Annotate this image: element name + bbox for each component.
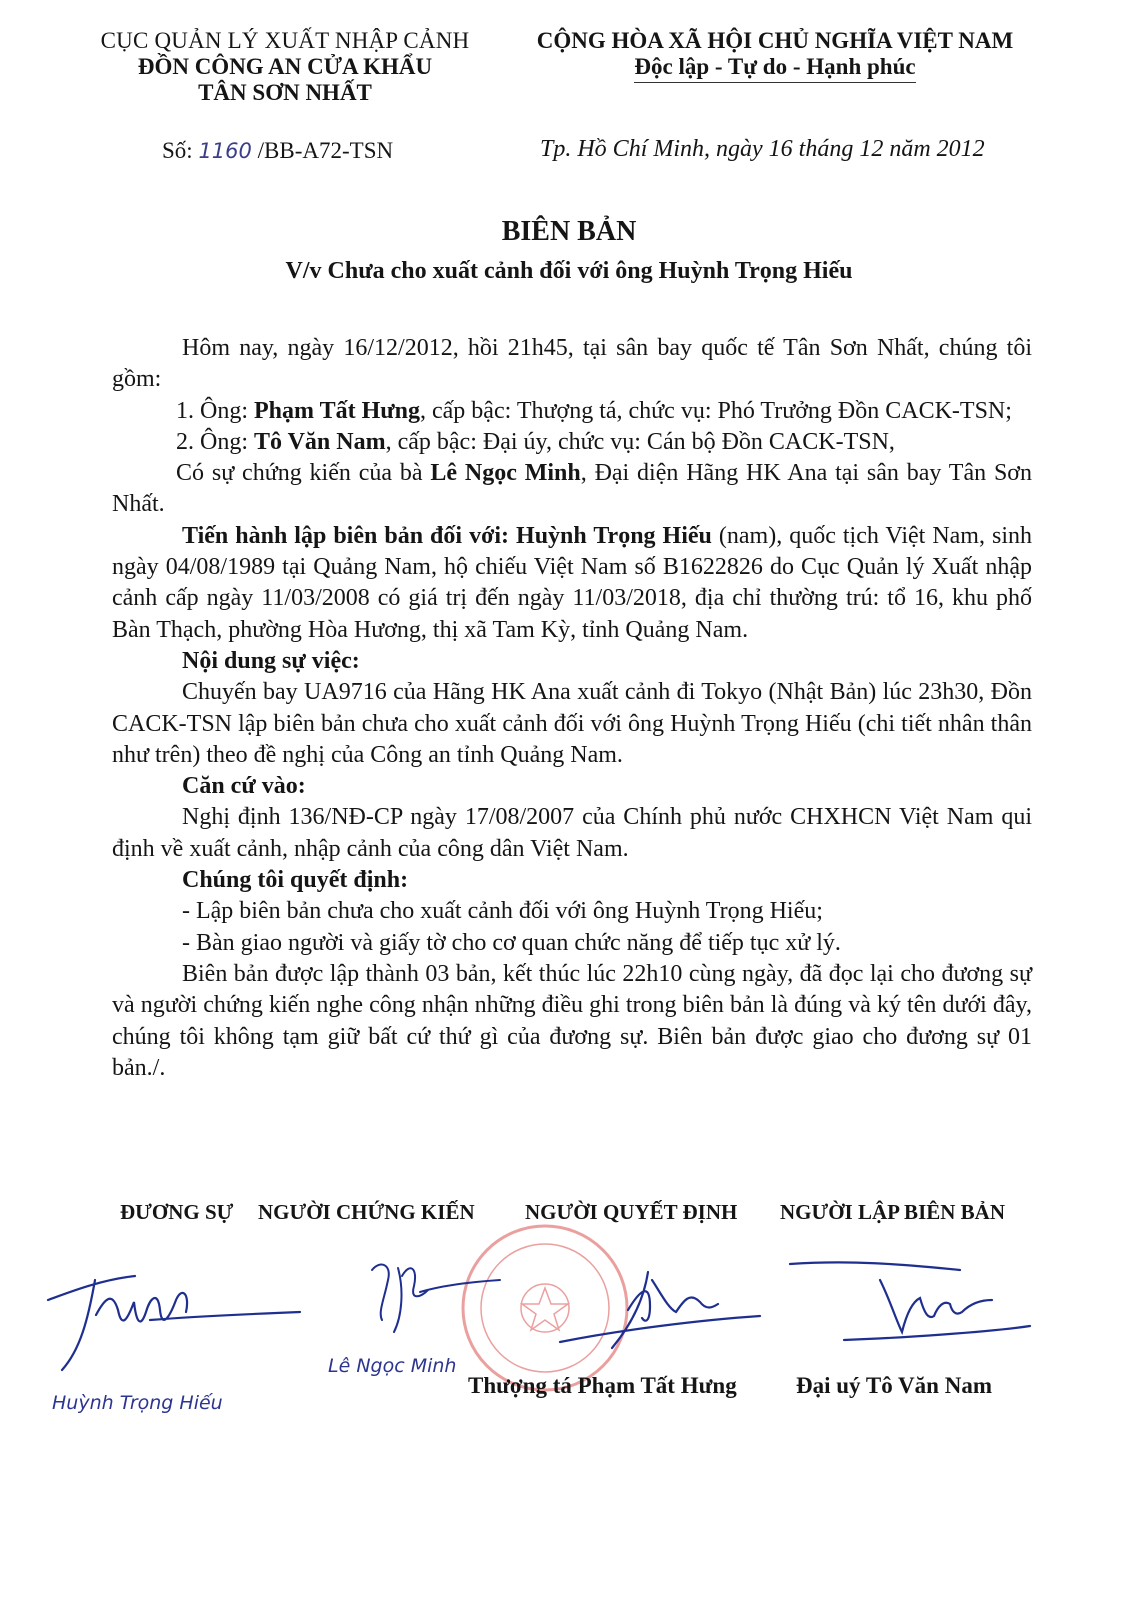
paragraph-intro: Hôm nay, ngày 16/12/2012, hồi 21h45, tại sân bay quốc tế Tân Sơn Nhất, chúng tôi gồm: — [112, 335, 1032, 393]
paragraph-content: Chuyến bay UA9716 của Hãng HK Ana xuất cảnh đi Tokyo (Nhật Bản) lúc 23h30, Đồn CACK-TSN lập biên bản chưa cho xuất cảnh đối với ông Huỳnh Trọng Hiếu (chi tiết nhân thân như trên) theo đề nghị của Công an tỉnh Quảng Nam. — [112, 679, 1032, 768]
agency-line-2: ĐỒN CÔNG AN CỬA KHẨU — [137, 54, 433, 79]
heading-basis: Căn cứ vào: — [182, 773, 306, 800]
agency-line-1: CỤC QUẢN LÝ XUẤT NHẬP CẢNH — [100, 28, 470, 53]
decider-name: Thượng tá Phạm Tất Hưng — [468, 1373, 737, 1398]
handwritten-subject-name: Huỳnh Trọng Hiếu — [52, 1392, 223, 1414]
signature-witness — [372, 1265, 500, 1332]
signature-subject — [48, 1276, 300, 1370]
agency-line-3: TÂN SƠN NHẤT — [198, 80, 372, 105]
sig-heading-decider: NGƯỜI QUYẾT ĐỊNH — [525, 1200, 738, 1224]
heading-decision: Chúng tôi quyết định: — [182, 867, 409, 894]
signature-decider — [560, 1272, 760, 1348]
document-subtitle: V/v Chưa cho xuất cảnh đối với ông Huỳnh Trọng Hiếu — [285, 258, 853, 284]
national-header — [510, 28, 1040, 83]
recorder-name: Đại uý Tô Văn Nam — [796, 1373, 992, 1398]
document-number: Số: 1160 /BB-A72-TSN — [162, 138, 394, 163]
decision-item-2: - Bàn giao người và giấy tờ cho cơ quan chức năng để tiếp tục xử lý. — [182, 929, 841, 956]
sig-heading-subject: ĐƯƠNG SỰ — [120, 1200, 234, 1224]
signature-recorder — [790, 1262, 1030, 1340]
paragraph-basis: Nghị định 136/NĐ-CP ngày 17/08/2007 của Chính phủ nước CHXHCN Việt Nam qui định về xuất cảnh, nhập cảnh của công dân Việt Nam. — [112, 804, 1032, 862]
decision-item-1: - Lập biên bản chưa cho xuất cảnh đối với ông Huỳnh Trọng Hiếu; — [182, 898, 823, 925]
signature-area — [0, 1220, 1138, 1470]
national-motto: Độc lập - Tự do - Hạnh phúc — [634, 54, 915, 83]
document-title: BIÊN BẢN — [501, 216, 637, 247]
place-and-date: Tp. Hồ Chí Minh, ngày 16 tháng 12 năm 2012 — [540, 136, 985, 162]
paragraph-member-1: 1. Ông: Phạm Tất Hưng, cấp bậc: Thượng tá, chức vụ: Phó Trưởng Đồn CACK-TSN; — [176, 397, 1012, 424]
sig-heading-witness: NGƯỜI CHỨNG KIẾN — [258, 1200, 475, 1224]
paragraph-subject: Tiến hành lập biên bản đối với: Huỳnh Trọng Hiếu (nam), quốc tịch Việt Nam, sinh ngày 04/08/1989 tại Quảng Nam, hộ chiếu Việt Nam số B1622826 do Cục Quản lý Xuất nhập cảnh cấp ngày 11/03/2008 có giá trị đến ngày 11/03/2018, địa chỉ thường trú: tổ 16, khu phố Bàn Thạch, phường Hòa Hương, thị xã Tam Kỳ, tỉnh Quảng Nam. — [112, 522, 1032, 643]
handwritten-witness-name: Lê Ngọc Minh — [328, 1355, 457, 1377]
handwritten-number: 1160 — [198, 139, 252, 163]
sig-heading-recorder: NGƯỜI LẬP BIÊN BẢN — [780, 1200, 1006, 1224]
document-body — [112, 333, 1032, 1084]
paragraph-member-2: 2. Ông: Tô Văn Nam, cấp bậc: Đại úy, chức vụ: Cán bộ Đồn CACK-TSN, — [176, 428, 895, 455]
agency-header — [70, 28, 500, 106]
paragraph-witness: Có sự chứng kiến của bà Lê Ngọc Minh, Đại diện Hãng HK Ana tại sân bay Tân Sơn Nhất. — [112, 460, 1032, 518]
official-stamp — [463, 1226, 627, 1390]
country-name: CỘNG HÒA XÃ HỘI CHỦ NGHĨA VIỆT NAM — [536, 28, 1014, 53]
heading-content: Nội dung sự việc: — [182, 647, 360, 674]
paragraph-closing: Biên bản được lập thành 03 bản, kết thúc lúc 22h10 cùng ngày, đã đọc lại cho đương sự và người chứng kiến nghe công nhận những điều ghi trong biên bản là đúng và ký tên dưới đây, chúng tôi không tạm giữ bất cứ thứ gì của đương sự. Biên bản được giao cho đương sự 01 bản./. — [112, 960, 1032, 1081]
